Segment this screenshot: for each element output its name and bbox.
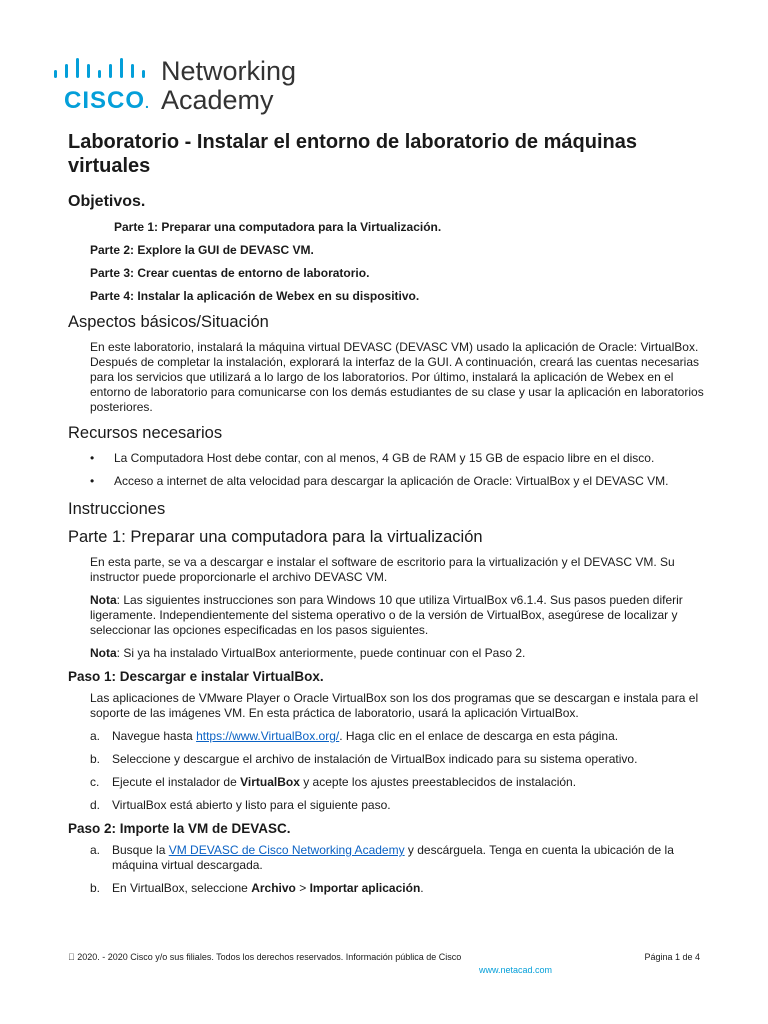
- list-item-text: . Haga clic en el enlace de descarga en esta página.: [339, 729, 619, 743]
- list-marker: a.: [90, 729, 101, 743]
- background-heading: Aspectos básicos/Situación: [68, 313, 269, 331]
- list-item-bold: VirtualBox: [240, 775, 300, 789]
- bullet-icon: •: [90, 451, 95, 465]
- resources-heading: Recursos necesarios: [68, 424, 223, 442]
- list-marker: d.: [90, 798, 101, 812]
- page-footer: [68, 952, 700, 975]
- cisco-networking-academy-logo: [52, 56, 312, 116]
- footer-site-link[interactable]: www.netacad.com: [479, 965, 553, 975]
- bullet-icon: •: [90, 474, 95, 488]
- list-item: [90, 843, 708, 873]
- list-item-text: Ejecute el instalador de: [112, 775, 241, 789]
- instructions-heading: Instrucciones: [68, 500, 166, 518]
- footer-copyright:   2020. - 2020 Cisco y/o sus filiales. Todos los derechos reservados. Información pública de Cisco: [68, 952, 462, 962]
- virtualbox-link[interactable]: https://www.VirtualBox.org/: [196, 729, 340, 743]
- list-item-text: Navegue hasta: [112, 729, 197, 743]
- list-item-text: Acceso a internet de alta velocidad para descargar la aplicación de Oracle: VirtualBox y el DEVASC VM.: [114, 474, 669, 488]
- logo-cisco: [64, 87, 150, 117]
- list-item: [90, 729, 708, 744]
- list-marker: c.: [90, 775, 100, 789]
- list-item-text: Seleccione y descargue el archivo de instalación de VirtualBox indicado para su sistema operativo.: [112, 752, 638, 766]
- objective-item: Parte 3: Crear cuentas de entorno de laboratorio.: [90, 266, 370, 280]
- objective-item: Parte 2: Explore la GUI de DEVASC VM.: [90, 243, 314, 257]
- part1-intro: En esta parte, se va a descargar e instalar el software de escritorio para la virtualización y el DEVASC VM. Su instructor puede proporcionarle el archivo DEVASC VM.: [90, 555, 675, 584]
- list-item: [90, 451, 708, 466]
- list-item-text: VirtualBox está abierto y listo para el siguiente paso.: [112, 798, 391, 812]
- logo-dot: .: [145, 95, 150, 111]
- document-body: [68, 130, 708, 904]
- logo-academy: Academy: [161, 85, 274, 115]
- resources-list: [90, 451, 708, 489]
- objectives-heading: Objetivos.: [68, 193, 146, 210]
- step1-heading: Paso 1: Descargar e instalar VirtualBox.: [68, 669, 324, 684]
- list-item-text: Busque la: [112, 843, 169, 857]
- note-2: [90, 646, 708, 661]
- note-label: Nota: [90, 593, 117, 607]
- step1-text: Las aplicaciones de VMware Player o Oracle VirtualBox son los dos programas que se descargan e instala para el soporte de las imágenes VM. En esta práctica de laboratorio, usará la aplicación VirtualBox.: [90, 691, 699, 720]
- list-item-bold: Importar aplicación: [309, 881, 421, 895]
- step2-list: [90, 843, 708, 896]
- list-item: [90, 798, 708, 813]
- logo-cisco-text: CISCO: [64, 87, 146, 114]
- list-item: [90, 775, 708, 790]
- note-text: : Las siguientes instrucciones son para Windows 10 que utiliza VirtualBox v6.1.4. Sus pasos pueden diferir ligeramente. Independientemente del sistema operativo o de la versión de VirtualBox, asegúrese de localizar y seleccionar las opciones especificadas en los pasos siguientes.: [90, 593, 683, 637]
- list-item-text: La Computadora Host debe contar, con al menos, 4 GB de RAM y 15 GB de espacio libre en el disco.: [114, 451, 655, 465]
- footer-page-number: Página 1 de 4: [644, 952, 700, 962]
- objective-item: Parte 4: Instalar la aplicación de Webex en su dispositivo.: [90, 289, 420, 303]
- list-item-text: .: [420, 881, 424, 895]
- list-item-text: y acepte los ajustes preestablecidos de instalación.: [299, 775, 577, 789]
- devasc-vm-link[interactable]: VM DEVASC de Cisco Networking Academy: [168, 843, 405, 857]
- list-item: [90, 752, 708, 767]
- list-item-text: y descárguela. Tenga en cuenta la ubicación de la máquina virtual descargada.: [112, 843, 674, 872]
- background-text: En este laboratorio, instalará la máquina virtual DEVASC (DEVASC VM) usado la aplicación de Oracle: VirtualBox. Después de completar la instalación, explorará la interfaz de la GUI. A continuación, creará las cuentas necesarias para los servicios que utilizará a lo largo de los laboratorios. Por último, instalará la aplicación de Webex en el entorno de laboratorio para comunicarse con los demás estudiantes de su clase y usar la aplicación en laboratorios posteriores.: [90, 340, 704, 414]
- note-label: Nota: [90, 646, 117, 660]
- page-title: Laboratorio - Instalar el entorno de laboratorio de máquinas virtuales: [68, 131, 637, 177]
- list-item: [90, 474, 708, 489]
- list-item: [90, 881, 708, 896]
- list-item-text: En VirtualBox, seleccione: [112, 881, 252, 895]
- list-item-text: >: [295, 881, 310, 895]
- list-marker: b.: [90, 881, 101, 895]
- note-text: : Si ya ha instalado VirtualBox anteriormente, puede continuar con el Paso 2.: [116, 646, 526, 660]
- list-marker: a.: [90, 843, 101, 857]
- part1-heading: Parte 1: Preparar una computadora para la virtualización: [68, 528, 483, 546]
- logo-networking: Networking: [161, 56, 297, 86]
- list-item-bold: Archivo: [251, 881, 296, 895]
- note-1: [90, 593, 708, 638]
- cisco-bars-icon: [52, 56, 152, 82]
- step2-heading: Paso 2: Importe la VM de DEVASC.: [68, 821, 291, 836]
- step1-list: [90, 729, 708, 813]
- objective-item: Parte 1: Preparar una computadora para la Virtualización.: [114, 220, 442, 234]
- list-marker: b.: [90, 752, 101, 766]
